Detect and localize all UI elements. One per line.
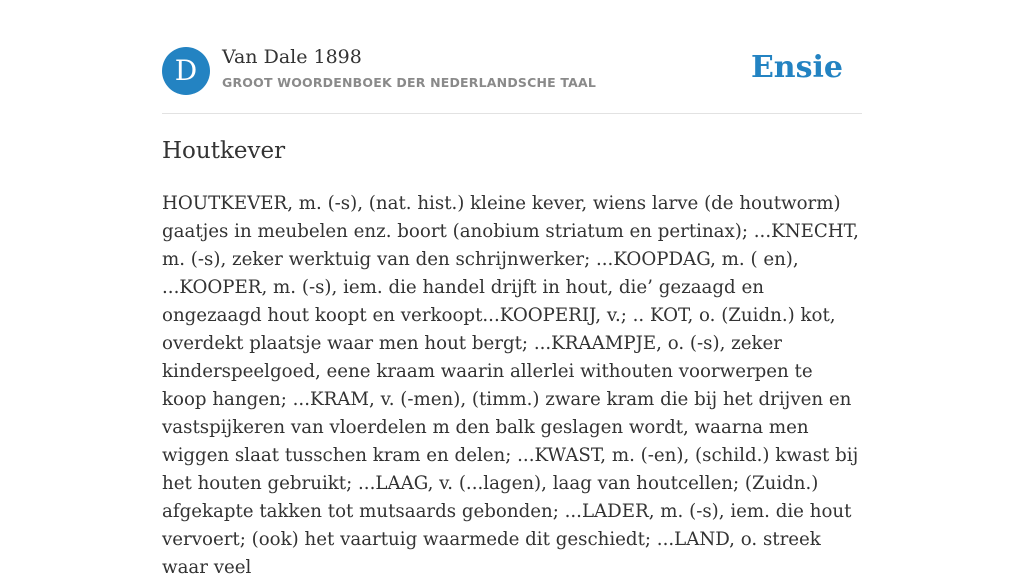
entry-title: Houtkever [162,138,286,164]
source-subtitle: GROOT WOORDENBOEK DER NEDERLANDSCHE TAAL [222,75,597,90]
brand-logo[interactable]: Ensie [750,50,843,85]
header [162,0,862,114]
source-title[interactable]: Van Dale 1898 [222,46,362,68]
source-avatar[interactable]: D [162,47,210,95]
entry-body: HOUTKEVER, m. (-s), (nat. hist.) kleine kever, wiens larve (de houtworm) gaatjes in meubelen enz. boort (anobium striatum en pertinax); ...KNECHT, m. (-s), zeker werktuig van den schrijnwerker; ...KOOPDAG, m. ( en), ...KOOPER, m. (-s), iem. die handel drijft in hout, die’ gezaagd en ongezaagd hout koopt en verkoopt...KOOPERIJ, v.; .. KOT, o. (Zuidn.) kot, overdekt plaatsje waar men hout bergt; ...KRAAMPJE, o. (-s), zeker kinderspeelgoed, eene kraam waarin allerlei withouten voorwerpen te koop hangen; ...KRAM, v. (-men), (timm.) zware kram die bij het drijven en vastspijkeren van vloerdelen m den balk geslagen wordt, waarna men wiggen slaat tusschen kram en delen; ...KWAST, m. (-en), (schild.) kwast bij het houten gebruikt; ...LAAG, v. (...lagen), laag van houtcellen; (Zuidn.) afgekapte takken tot mutsaards gebonden; ...LADER, m. (-s), iem. die hout vervoert; (ook) het vaartuig waarmede dit geschiedt; ...LAND, o. streek waar veel [162,193,859,578]
page [162,0,862,578]
